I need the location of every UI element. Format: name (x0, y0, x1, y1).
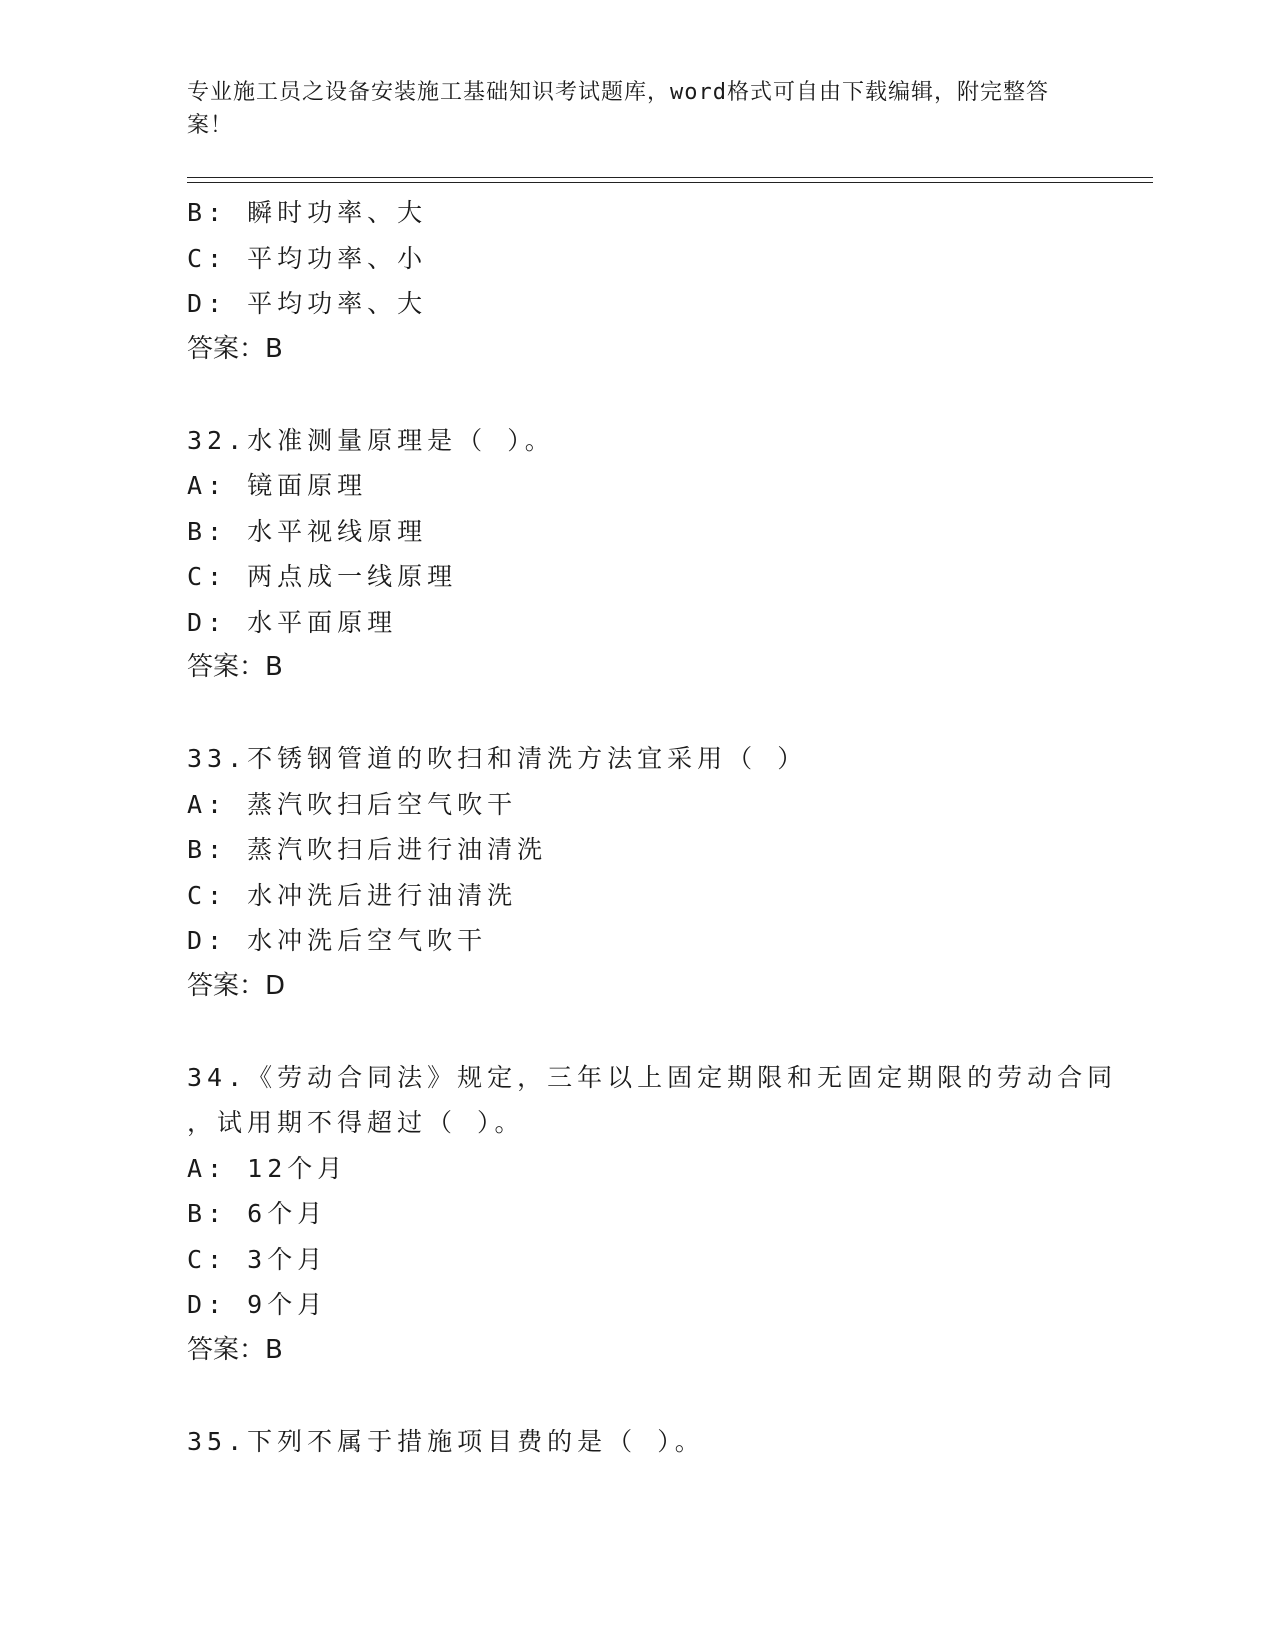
answer-line: 答案：B (187, 1334, 283, 1365)
option-c: C: 水冲洗后进行油清洗 (187, 880, 518, 910)
answer-line: 答案：D (187, 970, 286, 1001)
question-text-line-1: 34.《劳动合同法》规定，三年以上固定期限和无固定期限的劳动合同 (187, 1062, 1118, 1092)
question-block-31 (187, 190, 1153, 372)
option-a: A: 镜面原理 (187, 471, 368, 500)
option-c: C: 平均功率、小 (187, 243, 428, 273)
option-a: A: 蒸汽吹扫后空气吹干 (187, 789, 518, 819)
header-divider-bottom (187, 182, 1153, 183)
question-block-34 (187, 1055, 1153, 1374)
option-b: B: 6个月 (187, 1199, 328, 1228)
answer-line: 答案：B (187, 333, 283, 364)
header-divider-top (187, 177, 1153, 178)
option-d: D: 平均功率、大 (187, 289, 428, 318)
question-text-line-2: ，试用期不得超过（ ）。 (187, 1108, 525, 1137)
question-block-32 (187, 418, 1153, 691)
option-b: B: 蒸汽吹扫后进行油清洗 (187, 835, 548, 864)
page-header-title: 专业施工员之设备安装施工基础知识考试题库，word格式可自由下载编辑，附完整答案！ (187, 80, 1049, 138)
option-b: B: 水平视线原理 (187, 516, 428, 546)
option-c: C: 3个月 (187, 1244, 328, 1274)
question-text: 35.下列不属于措施项目费的是（ ）。 (187, 1426, 705, 1456)
question-text: 32.水准测量原理是（ ）。 (187, 425, 555, 455)
option-c: C: 两点成一线原理 (187, 562, 458, 591)
question-list (187, 190, 1153, 1464)
option-d: D: 水冲洗后空气吹干 (187, 926, 488, 955)
question-text: 33.不锈钢管道的吹扫和清洗方法宜采用（ ） (187, 744, 808, 773)
option-b: B: 瞬时功率、大 (187, 198, 428, 227)
question-block-35 (187, 1419, 1153, 1465)
option-d: D: 水平面原理 (187, 607, 398, 637)
option-a: A: 12个月 (187, 1153, 348, 1183)
option-d: D: 9个月 (187, 1290, 328, 1319)
question-block-33 (187, 736, 1153, 1009)
answer-line: 答案：B (187, 652, 283, 682)
